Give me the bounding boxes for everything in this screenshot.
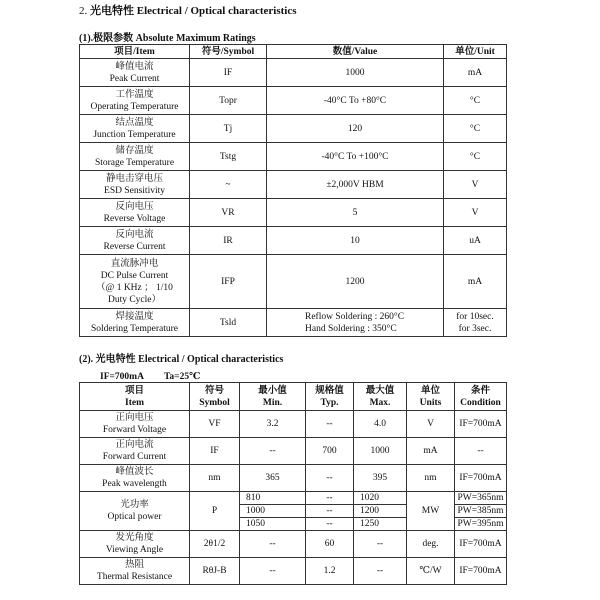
item-cell bbox=[80, 309, 190, 337]
max-cell: 4.0 bbox=[354, 411, 407, 438]
item-cell bbox=[80, 171, 190, 199]
item-cell bbox=[80, 531, 190, 558]
col-header: 数值/Value bbox=[267, 45, 444, 59]
item-name-en: Junction Temperature bbox=[93, 129, 176, 140]
max-cell: 1000 bbox=[354, 438, 407, 465]
col-header bbox=[455, 383, 507, 411]
item-name-en: Optical power bbox=[107, 512, 162, 522]
col-header: 项目/Item bbox=[80, 45, 190, 59]
item-name-cn: 峰值电流 bbox=[115, 61, 154, 72]
col-header bbox=[240, 383, 306, 411]
unit-cell: °C bbox=[444, 87, 507, 115]
item-name-cn: 反向电流 bbox=[115, 229, 154, 240]
eo-heading-num: (2). bbox=[79, 354, 94, 365]
col-header-cn: 规格值 bbox=[315, 385, 344, 396]
item-cell bbox=[80, 59, 190, 87]
col-header-cn: 单位 bbox=[420, 385, 440, 396]
section-title-cn: 光电特性 bbox=[90, 5, 134, 17]
typ-cell: -- bbox=[306, 492, 354, 505]
absolute-max-table bbox=[79, 44, 507, 337]
value-cell bbox=[267, 309, 444, 337]
symbol-cell: P bbox=[190, 492, 240, 531]
item-cell bbox=[80, 255, 190, 309]
item-name-cn: 静电击穿电压 bbox=[105, 173, 163, 184]
abs-max-heading-cn: 极限参数 bbox=[93, 33, 134, 44]
item-cell bbox=[80, 199, 190, 227]
item-name-en: Forward Current bbox=[102, 452, 167, 462]
table-row bbox=[80, 87, 507, 115]
item-name-cn: 工作温度 bbox=[115, 89, 154, 100]
max-cell: 1020 bbox=[354, 492, 407, 505]
table-header-row bbox=[80, 383, 507, 411]
col-header bbox=[80, 383, 190, 411]
min-cell: 365 bbox=[240, 465, 306, 492]
value-cell: -40°C To +80°C bbox=[267, 87, 444, 115]
unit-cell: V bbox=[407, 411, 455, 438]
item-name-cn: 焊接温度 bbox=[115, 311, 154, 322]
col-header-en: Min. bbox=[262, 397, 283, 408]
max-cell: 395 bbox=[354, 465, 407, 492]
table-row bbox=[80, 143, 507, 171]
item-name-cn: 光功率 bbox=[120, 500, 149, 510]
unit-cell: uA bbox=[444, 227, 507, 255]
table-row bbox=[80, 531, 507, 558]
min-cell: 3.2 bbox=[240, 411, 306, 438]
unit-cell: nm bbox=[407, 465, 455, 492]
eo-heading bbox=[79, 350, 283, 365]
table-row bbox=[80, 115, 507, 143]
typ-cell: 1.2 bbox=[306, 558, 354, 585]
col-header-en: Typ. bbox=[320, 397, 339, 408]
max-cell: -- bbox=[354, 531, 407, 558]
unit-cell: MW bbox=[407, 492, 455, 531]
cond-cell: IF=700mA bbox=[455, 411, 507, 438]
value-cell: ±2,000V HBM bbox=[267, 171, 444, 199]
item-name-cn: 正向电流 bbox=[115, 440, 154, 450]
item-name-cn: 热阻 bbox=[124, 560, 144, 570]
item-name-en: Storage Temperature bbox=[94, 157, 175, 168]
min-cell: -- bbox=[240, 558, 306, 585]
item-name-cn: 结点温度 bbox=[115, 117, 154, 128]
max-cell: 1250 bbox=[354, 518, 407, 531]
item-cell bbox=[80, 558, 190, 585]
eo-heading-en: Electrical / Optical characteristics bbox=[138, 354, 284, 365]
typ-cell: -- bbox=[306, 465, 354, 492]
unit-cell: mA bbox=[444, 255, 507, 309]
symbol-cell: Tsld bbox=[190, 309, 267, 337]
col-header bbox=[190, 383, 240, 411]
symbol-cell: VR bbox=[190, 199, 267, 227]
symbol-cell: IR bbox=[190, 227, 267, 255]
symbol-cell: IF bbox=[190, 438, 240, 465]
min-cell: -- bbox=[240, 438, 306, 465]
item-cell bbox=[80, 438, 190, 465]
reflow-soldering: Reflow Soldering : 260°C bbox=[305, 311, 405, 322]
typ-cell: -- bbox=[306, 411, 354, 438]
table-row bbox=[80, 199, 507, 227]
abs-max-heading-en: Absolute Maximum Ratings bbox=[135, 33, 256, 44]
unit-cell: °C bbox=[444, 115, 507, 143]
condition-ta: Ta=25℃ bbox=[163, 372, 201, 382]
table-row bbox=[80, 59, 507, 87]
table-row bbox=[80, 411, 507, 438]
section-title bbox=[79, 2, 297, 18]
unit-cell: deg. bbox=[407, 531, 455, 558]
symbol-cell: ~ bbox=[190, 171, 267, 199]
value-cell: 10 bbox=[267, 227, 444, 255]
table-row bbox=[80, 438, 507, 465]
typ-cell: -- bbox=[306, 518, 354, 531]
unit-cell: V bbox=[444, 199, 507, 227]
table-row bbox=[80, 171, 507, 199]
abs-max-heading-num: (1). bbox=[79, 33, 94, 44]
col-header bbox=[306, 383, 354, 411]
item-name-en: Peak Current bbox=[109, 73, 160, 84]
cond-cell: IF=700mA bbox=[455, 558, 507, 585]
item-name-cn: 峰值波长 bbox=[115, 467, 154, 477]
item-name-en: Thermal Resistance bbox=[96, 572, 173, 582]
col-header bbox=[407, 383, 455, 411]
max-cell: -- bbox=[354, 558, 407, 585]
item-name-cn: 储存温度 bbox=[115, 145, 154, 156]
table-row bbox=[80, 492, 507, 505]
symbol-cell: Tstg bbox=[190, 143, 267, 171]
value-cell: 5 bbox=[267, 199, 444, 227]
eo-heading-cn: 光电特性 bbox=[95, 354, 136, 365]
item-name-line: Duty Cycle） bbox=[107, 294, 162, 305]
col-header-en: Units bbox=[419, 397, 442, 408]
item-name-cn: 正向电压 bbox=[115, 413, 154, 423]
symbol-cell: Topr bbox=[190, 87, 267, 115]
item-cell bbox=[80, 411, 190, 438]
item-cell bbox=[80, 143, 190, 171]
typ-cell: -- bbox=[306, 505, 354, 518]
unit-cell: V bbox=[444, 171, 507, 199]
condition-if: IF=700mA bbox=[100, 372, 144, 382]
value-cell: 1000 bbox=[267, 59, 444, 87]
unit-cell bbox=[444, 309, 507, 337]
table-row bbox=[80, 309, 507, 337]
symbol-cell: Tj bbox=[190, 115, 267, 143]
item-name-en: Soldering Temperature bbox=[90, 323, 178, 334]
unit-cell: mA bbox=[444, 59, 507, 87]
item-name-cn: 发光角度 bbox=[115, 533, 154, 543]
test-conditions bbox=[100, 371, 220, 382]
typ-cell: 700 bbox=[306, 438, 354, 465]
section-title-en: Electrical / Optical characteristics bbox=[136, 5, 297, 17]
unit-cell: mA bbox=[407, 438, 455, 465]
value-cell: 120 bbox=[267, 115, 444, 143]
col-header: 符号/Symbol bbox=[190, 45, 267, 59]
symbol-cell: RθJ-B bbox=[190, 558, 240, 585]
min-cell: -- bbox=[240, 531, 306, 558]
max-cell: 1200 bbox=[354, 505, 407, 518]
typ-cell: 60 bbox=[306, 531, 354, 558]
item-name-line: DC Pulse Current bbox=[100, 270, 169, 281]
item-name-line: （@ 1 KHz ； 1/10 bbox=[96, 282, 173, 293]
table-header-row bbox=[80, 45, 507, 59]
col-header-cn: 条件 bbox=[470, 385, 490, 396]
eo-characteristics-table bbox=[79, 382, 507, 585]
min-cell: 1000 bbox=[240, 505, 306, 518]
col-header-cn: 最小值 bbox=[258, 385, 287, 396]
item-name-en: ESD Sensitivity bbox=[104, 185, 165, 196]
item-name-en: Operating Temperature bbox=[90, 101, 179, 112]
col-header: 单位/Unit bbox=[444, 45, 507, 59]
symbol-cell: IF bbox=[190, 59, 267, 87]
cond-cell: PW=395nm bbox=[455, 518, 507, 531]
value-cell: -40°C To +100°C bbox=[267, 143, 444, 171]
unit-cell: ℃/W bbox=[407, 558, 455, 585]
item-name-en: Peak wavelength bbox=[102, 479, 167, 489]
table-row bbox=[80, 227, 507, 255]
cond-cell: PW=365nm bbox=[455, 492, 507, 505]
reflow-duration: for 10sec. bbox=[456, 311, 494, 322]
cond-cell: IF=700mA bbox=[455, 531, 507, 558]
col-header bbox=[354, 383, 407, 411]
item-name-en: Reverse Voltage bbox=[103, 213, 166, 224]
table-row bbox=[80, 255, 507, 309]
cond-cell: PW=385nm bbox=[455, 505, 507, 518]
col-header-cn: 符号 bbox=[204, 385, 224, 396]
min-cell: 1050 bbox=[240, 518, 306, 531]
item-cell bbox=[80, 87, 190, 115]
symbol-cell: IFP bbox=[190, 255, 267, 309]
item-name-en: Viewing Angle bbox=[105, 545, 164, 555]
table-row bbox=[80, 558, 507, 585]
item-name-en: Reverse Current bbox=[103, 241, 166, 252]
symbol-cell: VF bbox=[190, 411, 240, 438]
table-row bbox=[80, 465, 507, 492]
item-name-cn: 反向电压 bbox=[115, 201, 154, 212]
min-cell: 810 bbox=[240, 492, 306, 505]
hand-soldering: Hand Soldering : 350°C bbox=[305, 323, 397, 334]
col-header-en: Item bbox=[125, 397, 144, 408]
item-cell bbox=[80, 115, 190, 143]
cond-cell: -- bbox=[455, 438, 507, 465]
col-header-cn: 最大值 bbox=[365, 385, 395, 396]
item-name-line: 直流脉冲电 bbox=[110, 258, 159, 269]
cond-cell: IF=700mA bbox=[455, 465, 507, 492]
symbol-cell: 2θ1/2 bbox=[190, 531, 240, 558]
col-header-en: Condition bbox=[460, 397, 501, 408]
unit-cell: °C bbox=[444, 143, 507, 171]
item-cell bbox=[80, 492, 190, 531]
col-header-en: Symbol bbox=[199, 397, 230, 408]
symbol-cell: nm bbox=[190, 465, 240, 492]
item-cell bbox=[80, 465, 190, 492]
value-cell: 1200 bbox=[267, 255, 444, 309]
item-name-en: Forward Voltage bbox=[102, 425, 167, 435]
col-header-en: Max. bbox=[369, 397, 391, 408]
item-cell bbox=[80, 227, 190, 255]
hand-duration: for 3sec. bbox=[458, 323, 492, 334]
section-number: 2. bbox=[79, 5, 88, 17]
abs-max-heading bbox=[79, 29, 256, 44]
col-header-cn: 项目 bbox=[124, 385, 144, 396]
